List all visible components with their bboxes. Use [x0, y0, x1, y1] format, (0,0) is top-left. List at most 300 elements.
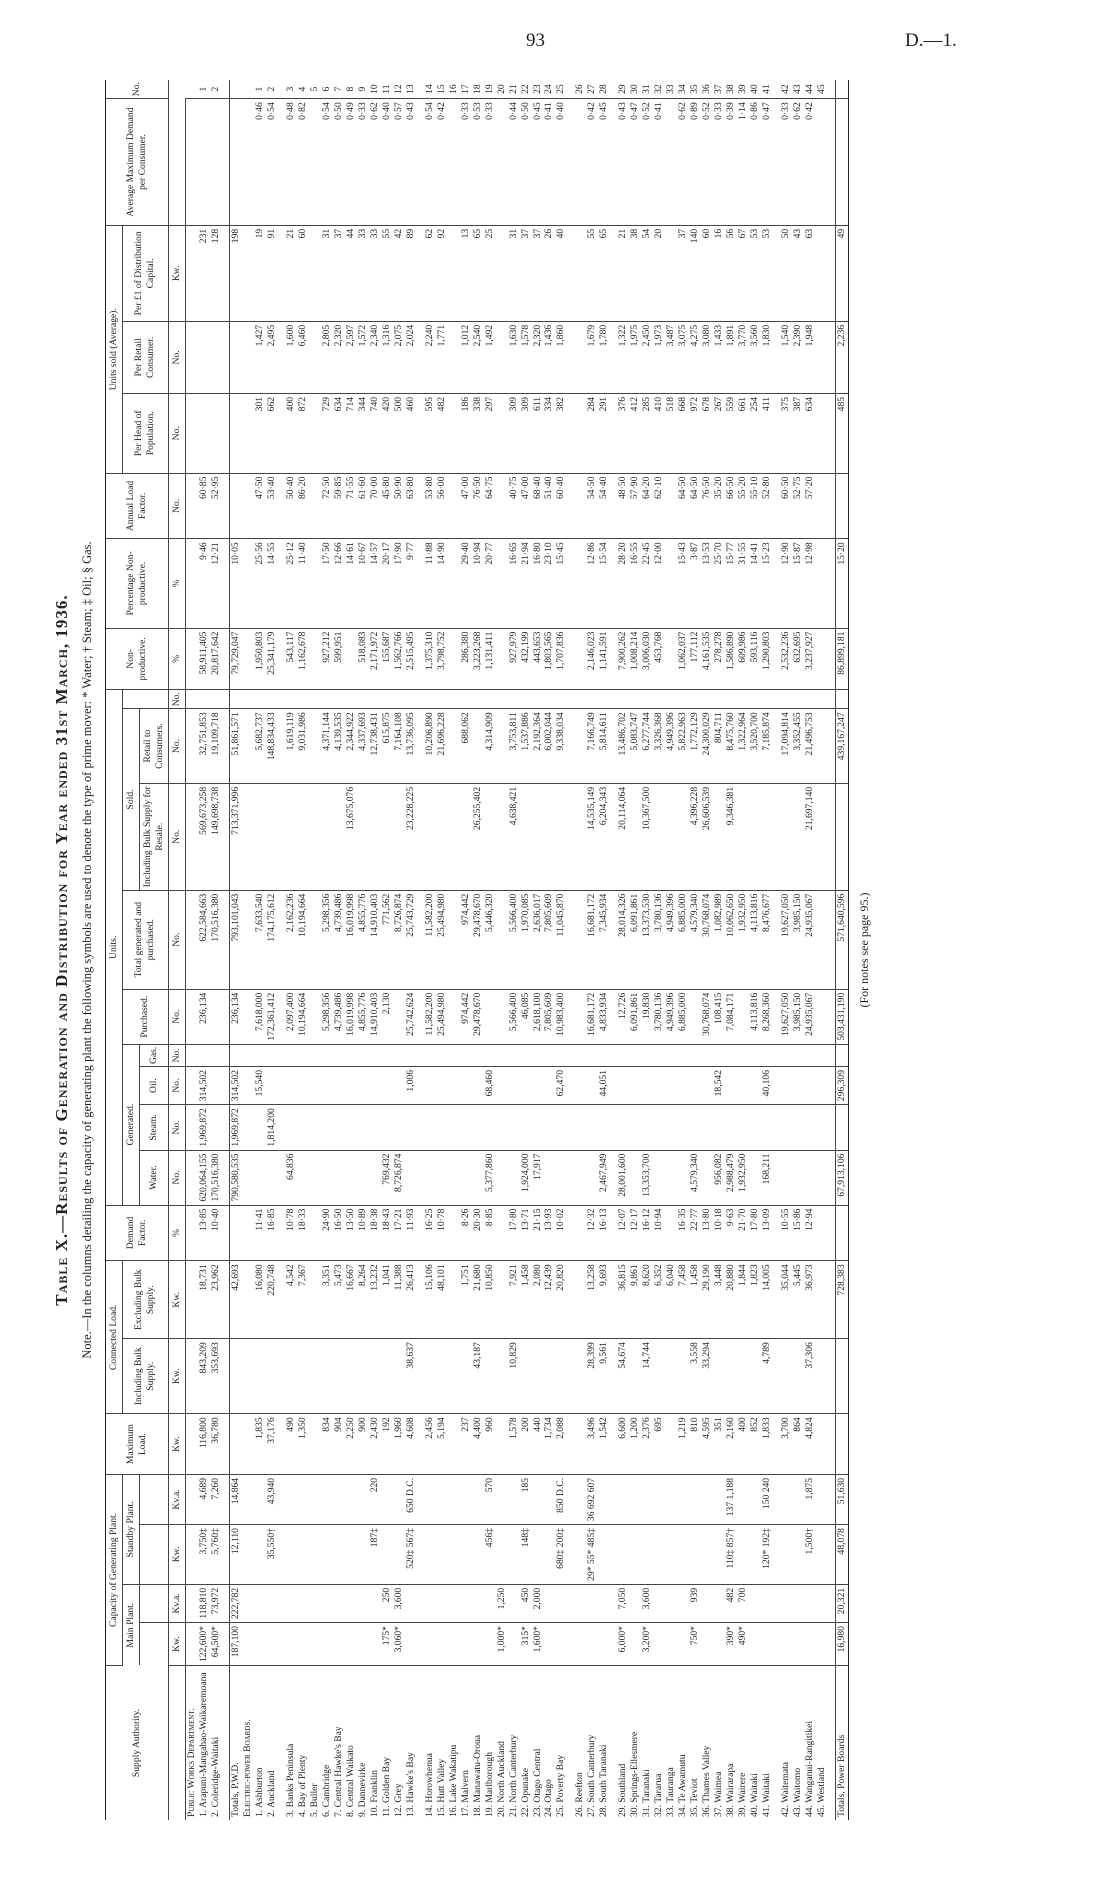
- cell-no: 12: [393, 80, 405, 99]
- cell-empty: [242, 628, 254, 690]
- cell-water: [266, 1150, 278, 1205]
- cell-oil: [321, 1067, 333, 1105]
- cell-standby-kw: [737, 1525, 749, 1585]
- cell-max-load: 900: [357, 1414, 369, 1475]
- cell-standby-kva: [629, 1474, 641, 1524]
- table-row: [460, 80, 472, 1820]
- cell-main-kw: 64,500*: [210, 1623, 222, 1666]
- cell-water: [460, 1150, 472, 1205]
- cell-standby-kva: [508, 1474, 520, 1524]
- cell-excl-bulk: 36,973: [804, 1261, 816, 1339]
- cell-water: [574, 1150, 586, 1205]
- cell-excl-bulk: 1,458: [689, 1261, 701, 1339]
- cell-non-prod: 7,900,262: [617, 628, 629, 690]
- cell-avg-max: 0·40: [381, 99, 393, 226]
- cell-non-prod: [665, 628, 677, 690]
- cell-non-prod: 1,008,214: [629, 628, 641, 690]
- cell-total: 5,298,356: [321, 890, 333, 989]
- cell-gas: [689, 1044, 701, 1066]
- cell-per-retail: 6,460: [297, 321, 309, 393]
- cell-max-load: [448, 1414, 460, 1475]
- cell-standby-kw: [713, 1525, 725, 1585]
- cell-per-head: 285: [641, 393, 653, 473]
- cell-per-retail: [816, 321, 828, 393]
- cell-total: [574, 890, 586, 989]
- cell-total: 1,970,085: [520, 890, 532, 989]
- cell-standby-kw: [496, 1525, 508, 1585]
- cell-per-retail: 1,012: [460, 321, 472, 393]
- cell-per-retail: 2,320: [333, 321, 345, 393]
- cell-oil: [617, 1067, 629, 1105]
- cell-water: 64,836: [285, 1150, 297, 1205]
- cell-pct-non-prod: 23·10: [543, 539, 555, 628]
- supply-authority-name: 34. Te Awamutu: [677, 1754, 689, 1817]
- cell-retail: 688,062: [460, 709, 472, 784]
- supply-authority-name: 2. Coleridge-Waitaki: [209, 1736, 221, 1817]
- cell-per-head: 668: [677, 393, 689, 473]
- cell-non-prod: 1,586,890: [725, 628, 737, 690]
- cell-empty: [610, 1205, 617, 1261]
- cell-per-pound: 89: [405, 225, 417, 321]
- cell-purchased: [484, 989, 496, 1044]
- cell-empty: [828, 1150, 836, 1205]
- cell-avg-max: 0·41: [653, 99, 665, 226]
- cell-non-prod: 927,979: [508, 628, 520, 690]
- cell-purchased: [210, 989, 222, 1044]
- cell-no: 28: [598, 80, 610, 99]
- cell-max-load: 695: [653, 1414, 665, 1475]
- table-row: [210, 80, 222, 1820]
- cell-incl-bulk: 43,187: [472, 1339, 484, 1414]
- col-standby-plant: Standby Plant.: [122, 1474, 139, 1584]
- cell-empty: [185, 1105, 197, 1150]
- cell-oil: 314,502: [198, 1067, 210, 1105]
- cell-purchased: 24,935,067: [804, 989, 816, 1044]
- cell-standby-kw: 120* 192‡: [761, 1525, 773, 1585]
- cell-empty: [567, 1339, 574, 1414]
- supply-authority-name: 38. Wairarapa: [725, 1763, 737, 1817]
- table-row: [266, 80, 278, 1820]
- cell-standby-kw: [381, 1525, 393, 1585]
- cell-purchased: 16,019,998: [345, 989, 357, 1044]
- cell-empty: [828, 1623, 836, 1666]
- cell-excl-bulk: 3,448: [713, 1261, 725, 1339]
- cell-total: 24,935,067: [804, 890, 816, 989]
- cell-gas: [749, 1044, 761, 1066]
- cell-incl-bulk: [665, 1339, 677, 1414]
- cell-retail: 5,814,611: [598, 709, 610, 784]
- cell-empty: [828, 890, 836, 989]
- cell-standby-kva: [574, 1474, 586, 1524]
- cell-main-kva: [804, 1584, 816, 1622]
- cell-total: [309, 890, 321, 989]
- cell-demand-factor: 18·38: [369, 1205, 381, 1261]
- cell-demand-factor: [836, 1205, 849, 1261]
- cell-non-prod: 2,171,972: [369, 628, 381, 690]
- col-annual-load-factor: Annual Load Factor.: [106, 473, 169, 539]
- cell-spacer: [393, 690, 405, 709]
- cell-per-head: 872: [297, 393, 309, 473]
- cell-non-prod: 1,562,766: [393, 628, 405, 690]
- cell-excl-bulk: [496, 1261, 508, 1339]
- cell-standby-kva: 150 240: [761, 1474, 773, 1524]
- cell-incl-resale: [520, 783, 532, 890]
- cell-spacer: [653, 690, 665, 709]
- cell-retail: [816, 709, 828, 784]
- cell-empty: [567, 1525, 574, 1585]
- cell-main-kw: [543, 1623, 555, 1666]
- cell-spacer: [229, 690, 241, 709]
- cell-water: [321, 1150, 333, 1205]
- cell-no: 9: [357, 80, 369, 99]
- cell-per-head: 634: [333, 393, 345, 473]
- cell-empty: [610, 628, 617, 690]
- cell-main-kva: [460, 1584, 472, 1622]
- cell-excl-bulk: [574, 1261, 586, 1339]
- cell-incl-bulk: [836, 1339, 849, 1414]
- cell-pct-non-prod: 15·20: [836, 539, 849, 628]
- cell-standby-kw: [677, 1525, 689, 1585]
- cell-incl-bulk: [321, 1339, 333, 1414]
- cell-load-factor: 71·55: [345, 473, 357, 539]
- cell-no: 38: [725, 80, 737, 99]
- cell-excl-bulk: 42,693: [229, 1261, 241, 1339]
- cell-per-pound: [496, 225, 508, 321]
- cell-per-head: 309: [520, 393, 532, 473]
- cell-empty: [828, 539, 836, 628]
- cell-oil: [369, 1067, 381, 1105]
- cell-empty: [610, 1067, 617, 1105]
- cell-oil: [749, 1067, 761, 1105]
- cell-load-factor: 52·95: [210, 473, 222, 539]
- cell-excl-bulk: 48,101: [436, 1261, 448, 1339]
- section-heading-row: [185, 80, 197, 1820]
- cell-empty: [417, 225, 424, 321]
- cell-empty: [278, 709, 285, 784]
- cell-retail: 148,834,433: [266, 709, 278, 784]
- col-per-head: Per Head of Population.: [122, 393, 168, 473]
- cell-empty: [773, 99, 780, 226]
- col-incl-bulk: Including Bulk Supply.: [122, 1339, 168, 1414]
- cell-purchased: 11,582,200: [424, 989, 436, 1044]
- cell-empty: [242, 1584, 254, 1622]
- cell-excl-bulk: 13,258: [586, 1261, 598, 1339]
- cell-excl-bulk: 1,458: [520, 1261, 532, 1339]
- cell-non-prod: [574, 628, 586, 690]
- cell-pct-non-prod: 16·80: [532, 539, 544, 628]
- cell-incl-resale: 13,675,076: [345, 783, 357, 890]
- cell-load-factor: 40·75: [508, 473, 520, 539]
- cell-incl-resale: [448, 783, 460, 890]
- cell-empty: [417, 1666, 424, 1821]
- cell-retail: 1,619,119: [285, 709, 297, 784]
- cell-per-head: 382: [555, 393, 567, 473]
- cell-retail: [472, 709, 484, 784]
- cell-empty: [417, 393, 424, 473]
- cell-standby-kva: [393, 1474, 405, 1524]
- cell-pct-non-prod: 15·23: [761, 539, 773, 628]
- cell-total: 5,446,320: [484, 890, 496, 989]
- cell-empty: [242, 1623, 254, 1666]
- supply-authority-name: 11. Golden Bay: [380, 1756, 392, 1817]
- cell-total: 29,478,670: [472, 890, 484, 989]
- cell-standby-kw: [321, 1525, 333, 1585]
- cell-avg-max: 0·42: [436, 99, 448, 226]
- cell-empty: [773, 709, 780, 784]
- cell-empty: [278, 783, 285, 890]
- col-standby-kva-blank: [139, 1474, 168, 1524]
- cell-load-factor: 70·00: [369, 473, 381, 539]
- cell-oil: [266, 1067, 278, 1105]
- cell-retail: 1,772,129: [689, 709, 701, 784]
- cell-no: 22: [520, 80, 532, 99]
- cell-per-pound: 19: [254, 225, 266, 321]
- cell-empty: [222, 1150, 230, 1205]
- cell-total: 25,494,980: [436, 890, 448, 989]
- cell-main-kva: [508, 1584, 520, 1622]
- cell-main-kw: [713, 1623, 725, 1666]
- cell-per-retail: 1,436: [543, 321, 555, 393]
- cell-per-head: 972: [689, 393, 701, 473]
- cell-no: 43: [792, 80, 804, 99]
- cell-retail: 19,109,718: [210, 709, 222, 784]
- cell-per-pound: 62: [424, 225, 436, 321]
- cell-no: 5: [309, 80, 321, 99]
- cell-main-kw: 315*: [520, 1623, 532, 1666]
- cell-per-pound: 43: [792, 225, 804, 321]
- cell-gas: [555, 1044, 567, 1066]
- unit-label: Kw.: [168, 1261, 185, 1339]
- cell-demand-factor: 13·50: [345, 1205, 357, 1261]
- cell-empty: [567, 1474, 574, 1524]
- cell-total: 622,584,663: [198, 890, 210, 989]
- cell-demand-factor: 15·86: [792, 1205, 804, 1261]
- cell-avg-max: 0·62: [369, 99, 381, 226]
- table-row: [436, 80, 448, 1820]
- cell-avg-max: [309, 99, 321, 226]
- cell-standby-kva: 36 692 607: [586, 1474, 598, 1524]
- cell-per-retail: 1,572: [357, 321, 369, 393]
- cell-total: 793,101,043: [229, 890, 241, 989]
- cell-incl-bulk: 353,693: [210, 1339, 222, 1414]
- table-row: [792, 80, 804, 1820]
- cell-incl-resale: [484, 783, 496, 890]
- cell-demand-factor: 8·85: [484, 1205, 496, 1261]
- document-reference: D.—1.: [905, 30, 957, 51]
- cell-max-load: 2,250: [345, 1414, 357, 1475]
- table-row: [665, 80, 677, 1820]
- cell-water: 1,932,950: [737, 1150, 749, 1205]
- cell-total: 3,985,150: [792, 890, 804, 989]
- cell-standby-kw: 110‡ 857†: [725, 1525, 737, 1585]
- cell-empty: [567, 690, 574, 709]
- cell-empty: [222, 539, 230, 628]
- cell-per-pound: 37: [532, 225, 544, 321]
- cell-load-factor: [836, 473, 849, 539]
- cell-empty: [417, 80, 424, 99]
- cell-steam: [761, 1105, 773, 1150]
- cell-purchased: 4,855,776: [357, 989, 369, 1044]
- cell-total: 2,162,236: [285, 890, 297, 989]
- cell-max-load: 36,780: [210, 1414, 222, 1475]
- supply-authority-name: 26. Reefton: [574, 1772, 586, 1817]
- cell-standby-kva: [321, 1474, 333, 1524]
- cell-oil: [357, 1067, 369, 1105]
- cell-empty: [828, 473, 836, 539]
- cell-spacer: [555, 690, 567, 709]
- cell-gas: [436, 1044, 448, 1066]
- cell-per-head: 267: [713, 393, 725, 473]
- cell-empty: [417, 1414, 424, 1475]
- cell-load-factor: 47·00: [520, 473, 532, 539]
- cell-empty: [828, 1105, 836, 1150]
- cell-empty: [610, 989, 617, 1044]
- cell-empty: [773, 628, 780, 690]
- cell-empty: [278, 1474, 285, 1524]
- cell-standby-kva: 220: [369, 1474, 381, 1524]
- cell-oil: 40,106: [761, 1067, 773, 1105]
- cell-standby-kw: [689, 1525, 701, 1585]
- cell-empty: [610, 1623, 617, 1666]
- cell-retail: 4,337,693: [357, 709, 369, 784]
- supply-authority-name: 10. Franklin: [368, 1770, 380, 1817]
- cell-retail: 5,083,747: [629, 709, 641, 784]
- cell-per-retail: 1,316: [381, 321, 393, 393]
- cell-per-head: 729: [321, 393, 333, 473]
- cell-demand-factor: 17·80: [508, 1205, 520, 1261]
- cell-purchased: 8,268,360: [761, 989, 773, 1044]
- cell-main-kva: [574, 1584, 586, 1622]
- cell-pct-non-prod: 16·65: [508, 539, 520, 628]
- cell-non-prod: 4,161,535: [701, 628, 713, 690]
- cell-max-load: 1,219: [677, 1414, 689, 1475]
- cell-empty: [185, 80, 197, 99]
- cell-incl-resale: 713,371,996: [229, 783, 241, 890]
- cell-steam: [369, 1105, 381, 1150]
- cell-incl-bulk: [424, 1339, 436, 1414]
- cell-empty: [610, 99, 617, 226]
- cell-demand-factor: 16·85: [266, 1205, 278, 1261]
- cell-total: 16,019,998: [345, 890, 357, 989]
- col-retail: Retail to Consumers.: [139, 709, 168, 784]
- cell-spacer: [598, 690, 610, 709]
- cell-empty: [222, 1339, 230, 1414]
- cell-avg-max: 0·43: [405, 99, 417, 226]
- cell-spacer: [701, 690, 713, 709]
- cell-max-load: 2,088: [555, 1414, 567, 1475]
- cell-standby-kva: 570: [484, 1474, 496, 1524]
- cell-retail: 21,696,228: [436, 709, 448, 784]
- cell-standby-kw: [460, 1525, 472, 1585]
- cell-total: 19,627,050: [780, 890, 792, 989]
- cell-empty: [417, 709, 424, 784]
- cell-steam: [598, 1105, 610, 1150]
- cell-oil: [309, 1067, 321, 1105]
- cell-empty: [222, 1584, 230, 1622]
- cell-non-prod: 1,375,310: [424, 628, 436, 690]
- cell-empty: [278, 1414, 285, 1475]
- cell-avg-max: 0·40: [555, 99, 567, 226]
- cell-empty: [185, 225, 197, 321]
- cell-excl-bulk: [448, 1261, 460, 1339]
- cell-standby-kva: [677, 1474, 689, 1524]
- supply-authority-name: 40. Waitaki: [749, 1773, 761, 1817]
- cell-empty: [185, 99, 197, 226]
- cell-excl-bulk: 9,861: [629, 1261, 641, 1339]
- cell-max-load: [665, 1414, 677, 1475]
- cell-avg-max: 0·50: [520, 99, 532, 226]
- cell-no: [836, 80, 849, 99]
- cell-per-pound: 21: [617, 225, 629, 321]
- cell-per-retail: 2,320: [532, 321, 544, 393]
- cell-per-head: [309, 393, 321, 473]
- cell-per-pound: 55: [381, 225, 393, 321]
- cell-load-factor: 66·50: [725, 473, 737, 539]
- cell-total: 10,194,664: [297, 890, 309, 989]
- cell-spacer: [198, 690, 210, 709]
- supply-authority-name: 3. Banks Peninsula: [284, 1743, 296, 1817]
- cell-steam: [641, 1105, 653, 1150]
- cell-load-factor: 48·50: [617, 473, 629, 539]
- table-row: [749, 80, 761, 1820]
- cell-per-pound: 37: [520, 225, 532, 321]
- cell-excl-bulk: 15,106: [424, 1261, 436, 1339]
- cell-incl-bulk: [532, 1339, 544, 1414]
- cell-steam: [725, 1105, 737, 1150]
- cell-incl-bulk: [543, 1339, 555, 1414]
- cell-no: 31: [641, 80, 653, 99]
- cell-incl-bulk: [266, 1339, 278, 1414]
- cell-per-head: 460: [405, 393, 417, 473]
- cell-no: 2: [210, 80, 222, 99]
- cell-total: 6,885,000: [677, 890, 689, 989]
- supply-authority-name: 17. Malvern: [459, 1770, 471, 1817]
- table-row: [780, 80, 792, 1820]
- cell-avg-max: 1·14: [737, 99, 749, 226]
- cell-per-pound: 53: [761, 225, 773, 321]
- cell-empty: [278, 1584, 285, 1622]
- cell-gas: [424, 1044, 436, 1066]
- cell-load-factor: 60·85: [198, 473, 210, 539]
- cell-pct-non-prod: 14·41: [749, 539, 761, 628]
- cell-oil: [508, 1067, 520, 1105]
- cell-spacer: [816, 690, 828, 709]
- cell-excl-bulk: 16,667: [345, 1261, 357, 1339]
- cell-water: 170,516,380: [210, 1150, 222, 1205]
- cell-excl-bulk: 3,351: [321, 1261, 333, 1339]
- col-water: Water.: [139, 1150, 168, 1205]
- cell-oil: [210, 1067, 222, 1105]
- cell-standby-kw: [653, 1525, 665, 1585]
- cell-standby-kva: [653, 1474, 665, 1524]
- cell-purchased: 236,134: [229, 989, 241, 1044]
- cell-empty: [222, 1474, 230, 1524]
- cell-standby-kva: [780, 1474, 792, 1524]
- cell-standby-kw: [297, 1525, 309, 1585]
- cell-excl-bulk: 21,680: [472, 1261, 484, 1339]
- cell-oil: [520, 1067, 532, 1105]
- cell-spacer: [254, 690, 266, 709]
- cell-non-prod: 1,950,803: [254, 628, 266, 690]
- cell-max-load: 1,835: [254, 1414, 266, 1475]
- cell-per-head: 420: [381, 393, 393, 473]
- cell-main-kva: [266, 1584, 278, 1622]
- cell-gas: [254, 1044, 266, 1066]
- cell-retail: 7,164,108: [393, 709, 405, 784]
- cell-steam: [381, 1105, 393, 1150]
- table-row: [653, 80, 665, 1820]
- cell-load-factor: 61·60: [357, 473, 369, 539]
